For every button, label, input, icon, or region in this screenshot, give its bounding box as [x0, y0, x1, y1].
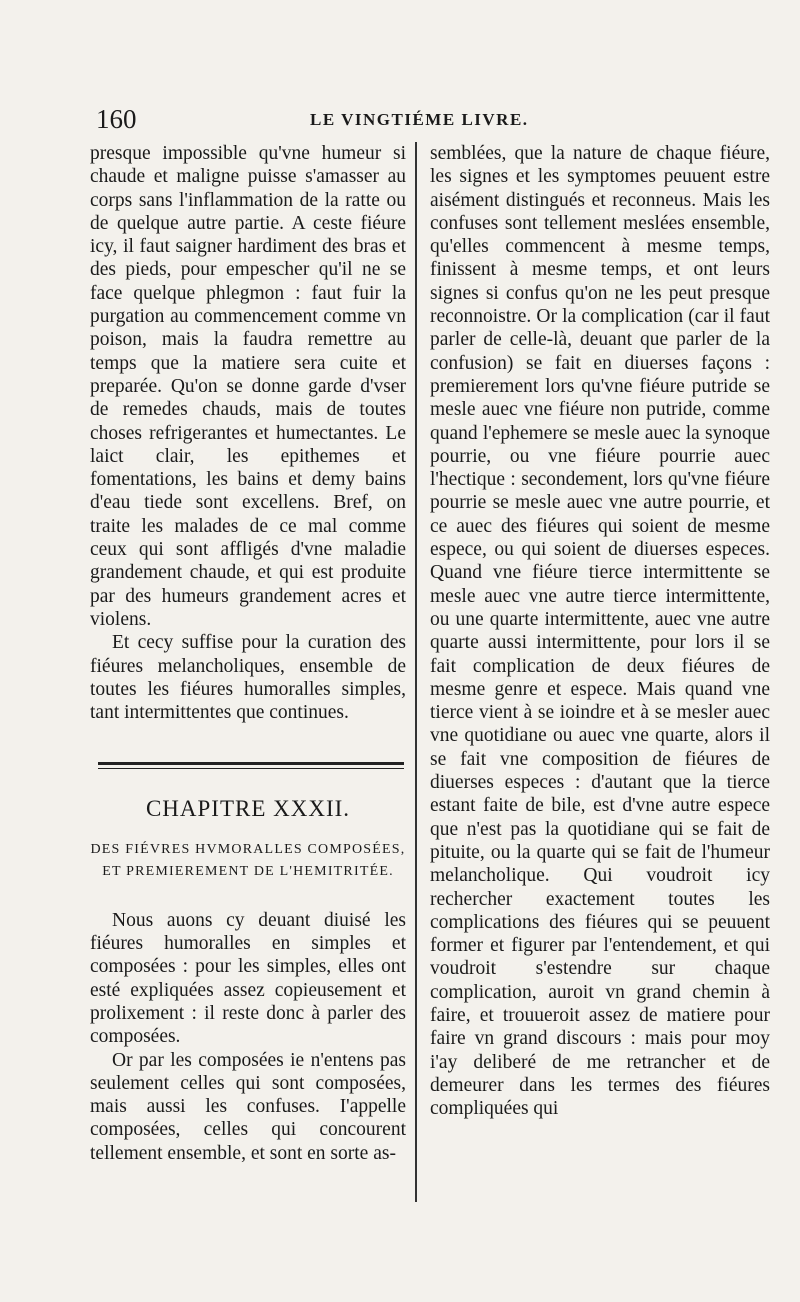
paragraph: Or par les composées ie n'entens pas seulement celles qui sont composées, mais aussi les confuses. I'appelle composées, celles qui concourent tellement ensemble, et sont en sorte as-: [90, 1049, 406, 1164]
running-title: LE VINGTIÉME LIVRE.: [310, 110, 529, 129]
chapter-title: CHAPITRE XXXII.: [145, 796, 351, 822]
paragraph: Et cecy suffise pour la curation des fiéures melancholiques, ensemble de toutes les fiéures humoralles simples, tant intermittentes que continues.: [90, 632, 406, 724]
chapter-subtitle-line: DES FIÉVRES HVMORALLES COMPOSÉES,: [90, 841, 406, 857]
paragraph: Nous auons cy deuant diuisé les fiéures humoralles en simples et composées : pour les simples, elles ont esté expliquées assez copieusement et prolixement : il reste donc à parler des composées.: [90, 909, 406, 1048]
column-rule: [415, 142, 417, 1202]
right-column: [430, 142, 770, 1120]
page-number: 160: [96, 104, 137, 134]
section-divider: [98, 762, 404, 769]
paragraph: presque impossible qu'vne humeur si chaude et maligne puisse s'amasser au corps sans l'inflammation de la ratte ou de quelque autre partie. A ceste fiéure icy, il faut saigner hardiment des bras et des pieds, pour empescher qu'il ne se face quelque phlegmon : faut fuir la purgation au commencement comme vn poison, mais la faudra remettre au temps que la matiere sera cuite et preparée. Qu'on se donne garde d'vser de remedes chauds, mais de toutes choses refrigerantes et humectantes. Le laict clair, les epithemes et fomentations, les bains et demy bains d'eau tiede sont excellens. Bref, on traite les malades de ce mal comme ceux qui sont affligés d'vne maladie grandement chaude, et qui est produite par des humeurs grandement acres et violens.: [90, 143, 406, 630]
left-column: [90, 142, 406, 1165]
chapter-subtitle-line: ET PREMIEREMENT DE L'HEMITRITÉE.: [102, 863, 394, 879]
paragraph: semblées, que la nature de chaque fiéure, les signes et les symptomes peuuent estre aisément distingués et reconneus. Mais les confuses sont tellement meslées ensemble, qu'elles commencent à mesme temps, finissent à mesme temps, et ont leurs signes si confus qu'on ne les peut presque reconnoistre. Or la complication (car il faut parler de celle-là, deuant que parler de la confusion) se fait en diuerses façons : premierement lors qu'vne fiéure putride se mesle auec vne fiéure non putride, comme quand l'ephemere se mesle auec la synoque pourrie, ou vne fiéure pourrie auec l'hectique : secondement, lors qu'vne fiéure pourrie se mesle auec vne autre pourrie, et ce auec des fiéures qui soient de mesme espece, ou qui soient de diuerses especes. Quand vne fiéure tierce intermittente se mesle auec vne autre tierce intermittente, ou une quarte intermittente, auec vne autre quarte aussi intermittente, pour lors il se fait complication de deux fiéures de mesme genre et espece. Mais quand vne tierce vient à se ioindre et à se mesler auec vne quotidiane ou auec vne quarte, alors il se fait vne composition de fiéures de diuerses especes : d'autant que la tierce estant faite de bile, est d'vne autre espece que n'est pas la quotidiane qui se fait de pituite, ou la quarte qui se fait de l'humeur melancholique. Qui voudroit icy rechercher exactement toutes les complications des fiéures qui se peuuent former et figurer par l'entendement, et qui voudroit s'estendre sur chaque complication, auroit vn grand chemin à faire, et trouueroit assez de matiere pour faire vn grand discours : mais pour moy i'ay deliberé de me retrancher et de demeurer dans les termes des fiéures compliquées qui: [430, 143, 770, 1120]
chapter-subtitle: [90, 839, 406, 883]
